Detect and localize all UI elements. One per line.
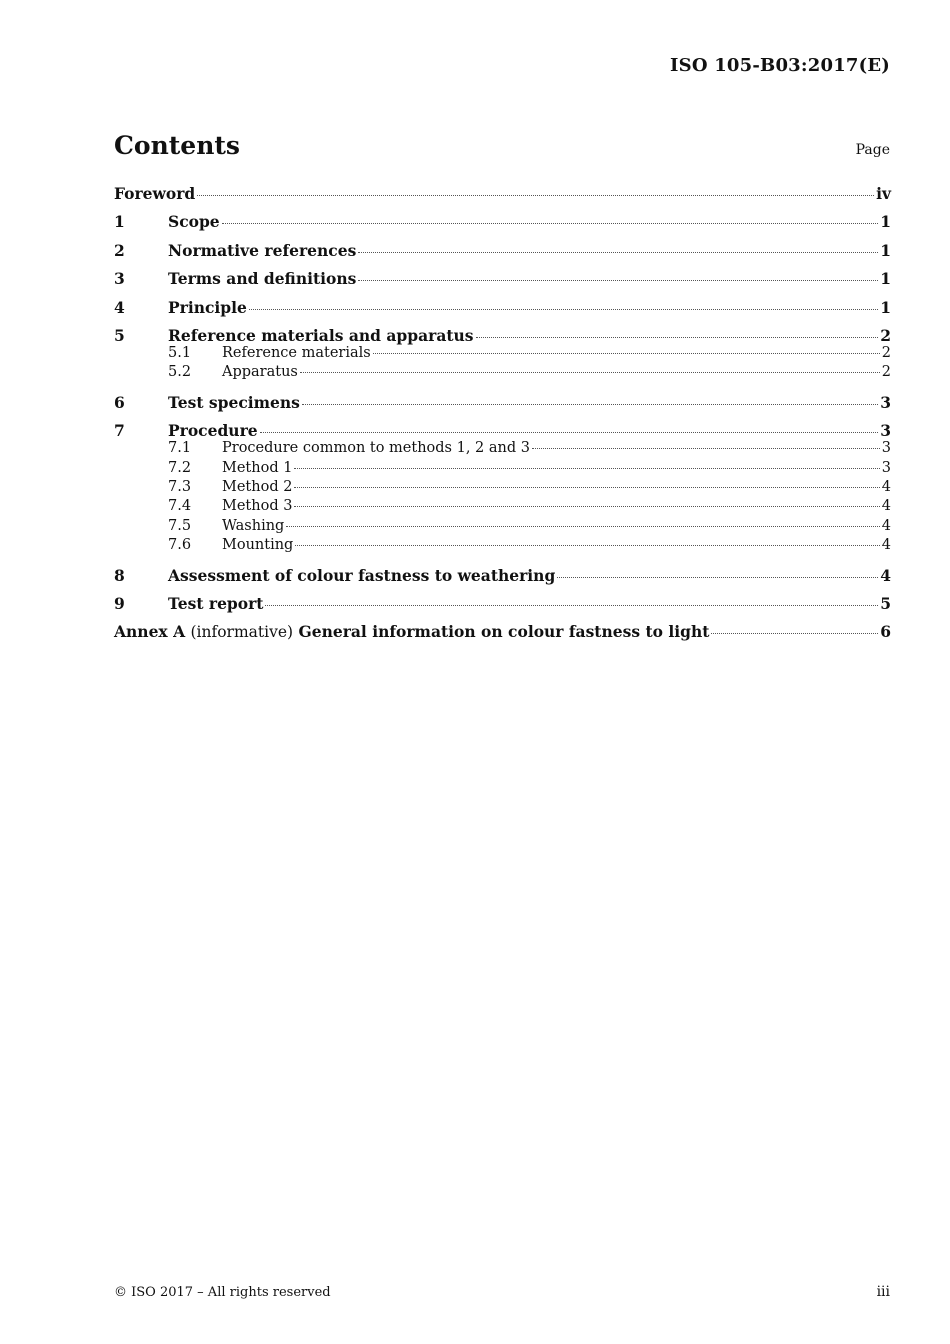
toc-entry-method-2[interactable] (114, 479, 891, 498)
document-identifier: ISO 105-B03:2017(E) (670, 55, 890, 76)
dot-leader (294, 487, 879, 488)
toc-page: iv (876, 184, 891, 203)
dot-leader (222, 223, 879, 224)
toc-entry-method-1[interactable] (114, 460, 891, 479)
toc-entry-annex-a[interactable] (114, 622, 891, 641)
toc-title: Method 1 (222, 459, 293, 476)
toc-number: 8 (114, 565, 125, 585)
toc-title: Normative references (168, 240, 357, 260)
dot-leader (711, 633, 878, 634)
toc-title: Assessment of colour fastness to weathering (168, 565, 556, 585)
annex-label: Annex A (114, 622, 186, 642)
dot-leader (358, 280, 878, 281)
toc-number: 7.4 (168, 498, 192, 515)
toc-number: 2 (114, 240, 125, 260)
dot-leader (300, 372, 880, 373)
annex-qualifier: (informative) (190, 623, 294, 642)
toc-entry-assessment[interactable] (114, 566, 891, 585)
toc-number: 1 (114, 212, 125, 232)
toc-title: Scope (168, 212, 220, 232)
dot-leader (286, 526, 879, 527)
toc-page: 3 (880, 421, 891, 441)
toc-title: Method 2 (222, 478, 293, 495)
dot-leader (358, 252, 878, 253)
toc-page: 2 (880, 325, 891, 345)
toc-title (114, 622, 709, 641)
dot-leader (265, 605, 878, 606)
toc-number: 7.2 (168, 459, 192, 476)
toc-title: Principle (168, 297, 247, 317)
toc-number: 7 (114, 421, 125, 441)
toc-number: 7.5 (168, 517, 192, 534)
toc-number: 7.3 (168, 478, 192, 495)
toc-page: 3 (881, 440, 891, 457)
toc-title: Method 3 (222, 498, 293, 515)
toc-entry-test-report[interactable] (114, 594, 891, 613)
toc-page: 1 (880, 297, 891, 317)
toc-page: 1 (880, 269, 891, 289)
toc-page: 4 (881, 498, 891, 515)
dot-leader (197, 195, 874, 196)
toc-page: 4 (881, 536, 891, 553)
toc-entry-reference-materials-and-apparatus[interactable] (114, 326, 891, 345)
contents-heading: Contents (114, 131, 241, 160)
toc-entry-test-specimens[interactable] (114, 393, 891, 412)
toc-entry-principle[interactable] (114, 298, 891, 317)
toc-title: Test report (168, 593, 264, 613)
toc-page: 3 (881, 459, 891, 476)
copyright-notice: © ISO 2017 – All rights reserved (114, 1285, 331, 1300)
toc-entry-apparatus[interactable] (114, 364, 891, 383)
toc-page: 2 (881, 344, 891, 361)
toc-number: 4 (114, 297, 125, 317)
annex-title: General information on colour fastness to light (298, 622, 710, 642)
dot-leader (260, 432, 879, 433)
dot-leader (557, 577, 878, 578)
dot-leader (532, 448, 880, 449)
toc-page: 1 (880, 212, 891, 232)
toc-title: Procedure (168, 421, 258, 441)
toc-number: 3 (114, 269, 125, 289)
page-column-label: Page (855, 142, 890, 158)
toc-entry-washing[interactable] (114, 518, 891, 537)
dot-leader (294, 468, 879, 469)
toc-entry-foreword[interactable] (114, 184, 891, 203)
dot-leader (302, 404, 878, 405)
toc-page: 1 (880, 240, 891, 260)
dot-leader (373, 353, 880, 354)
toc-title: Foreword (114, 184, 196, 203)
toc-title: Washing (222, 517, 285, 534)
dot-leader (294, 506, 879, 507)
toc-number: 5 (114, 325, 125, 345)
toc-entry-reference-materials[interactable] (114, 345, 891, 364)
toc-page: 5 (880, 593, 891, 613)
toc-entry-procedure[interactable] (114, 421, 891, 440)
toc-entry-procedure-common[interactable] (114, 440, 891, 459)
toc-title: Procedure common to methods 1, 2 and 3 (222, 440, 530, 457)
toc-title: Mounting (222, 536, 294, 553)
toc-title: Reference materials and apparatus (168, 325, 474, 345)
toc-page: 3 (880, 392, 891, 412)
toc-title: Reference materials (222, 344, 371, 361)
toc-number: 5.1 (168, 344, 192, 361)
dot-leader (295, 545, 879, 546)
toc-page: 4 (881, 478, 891, 495)
toc-title: Terms and definitions (168, 269, 357, 289)
toc-page: 6 (880, 622, 891, 642)
toc-page: 4 (880, 565, 891, 585)
toc-entry-mounting[interactable] (114, 537, 891, 556)
toc-title: Test specimens (168, 392, 300, 412)
dot-leader (249, 309, 878, 310)
toc-title: Apparatus (222, 364, 298, 381)
dot-leader (476, 337, 879, 338)
toc-entry-method-3[interactable] (114, 498, 891, 517)
toc-page: 2 (881, 364, 891, 381)
page-number: iii (876, 1284, 890, 1300)
toc-number: 9 (114, 593, 125, 613)
toc-entry-scope[interactable] (114, 212, 891, 231)
toc-page: 4 (881, 517, 891, 534)
toc-entry-normative-references[interactable] (114, 241, 891, 260)
toc-number: 6 (114, 392, 125, 412)
toc-number: 5.2 (168, 364, 192, 381)
table-of-contents (114, 184, 891, 641)
toc-number: 7.6 (168, 536, 192, 553)
toc-entry-terms-and-definitions[interactable] (114, 269, 891, 288)
toc-number: 7.1 (168, 440, 192, 457)
